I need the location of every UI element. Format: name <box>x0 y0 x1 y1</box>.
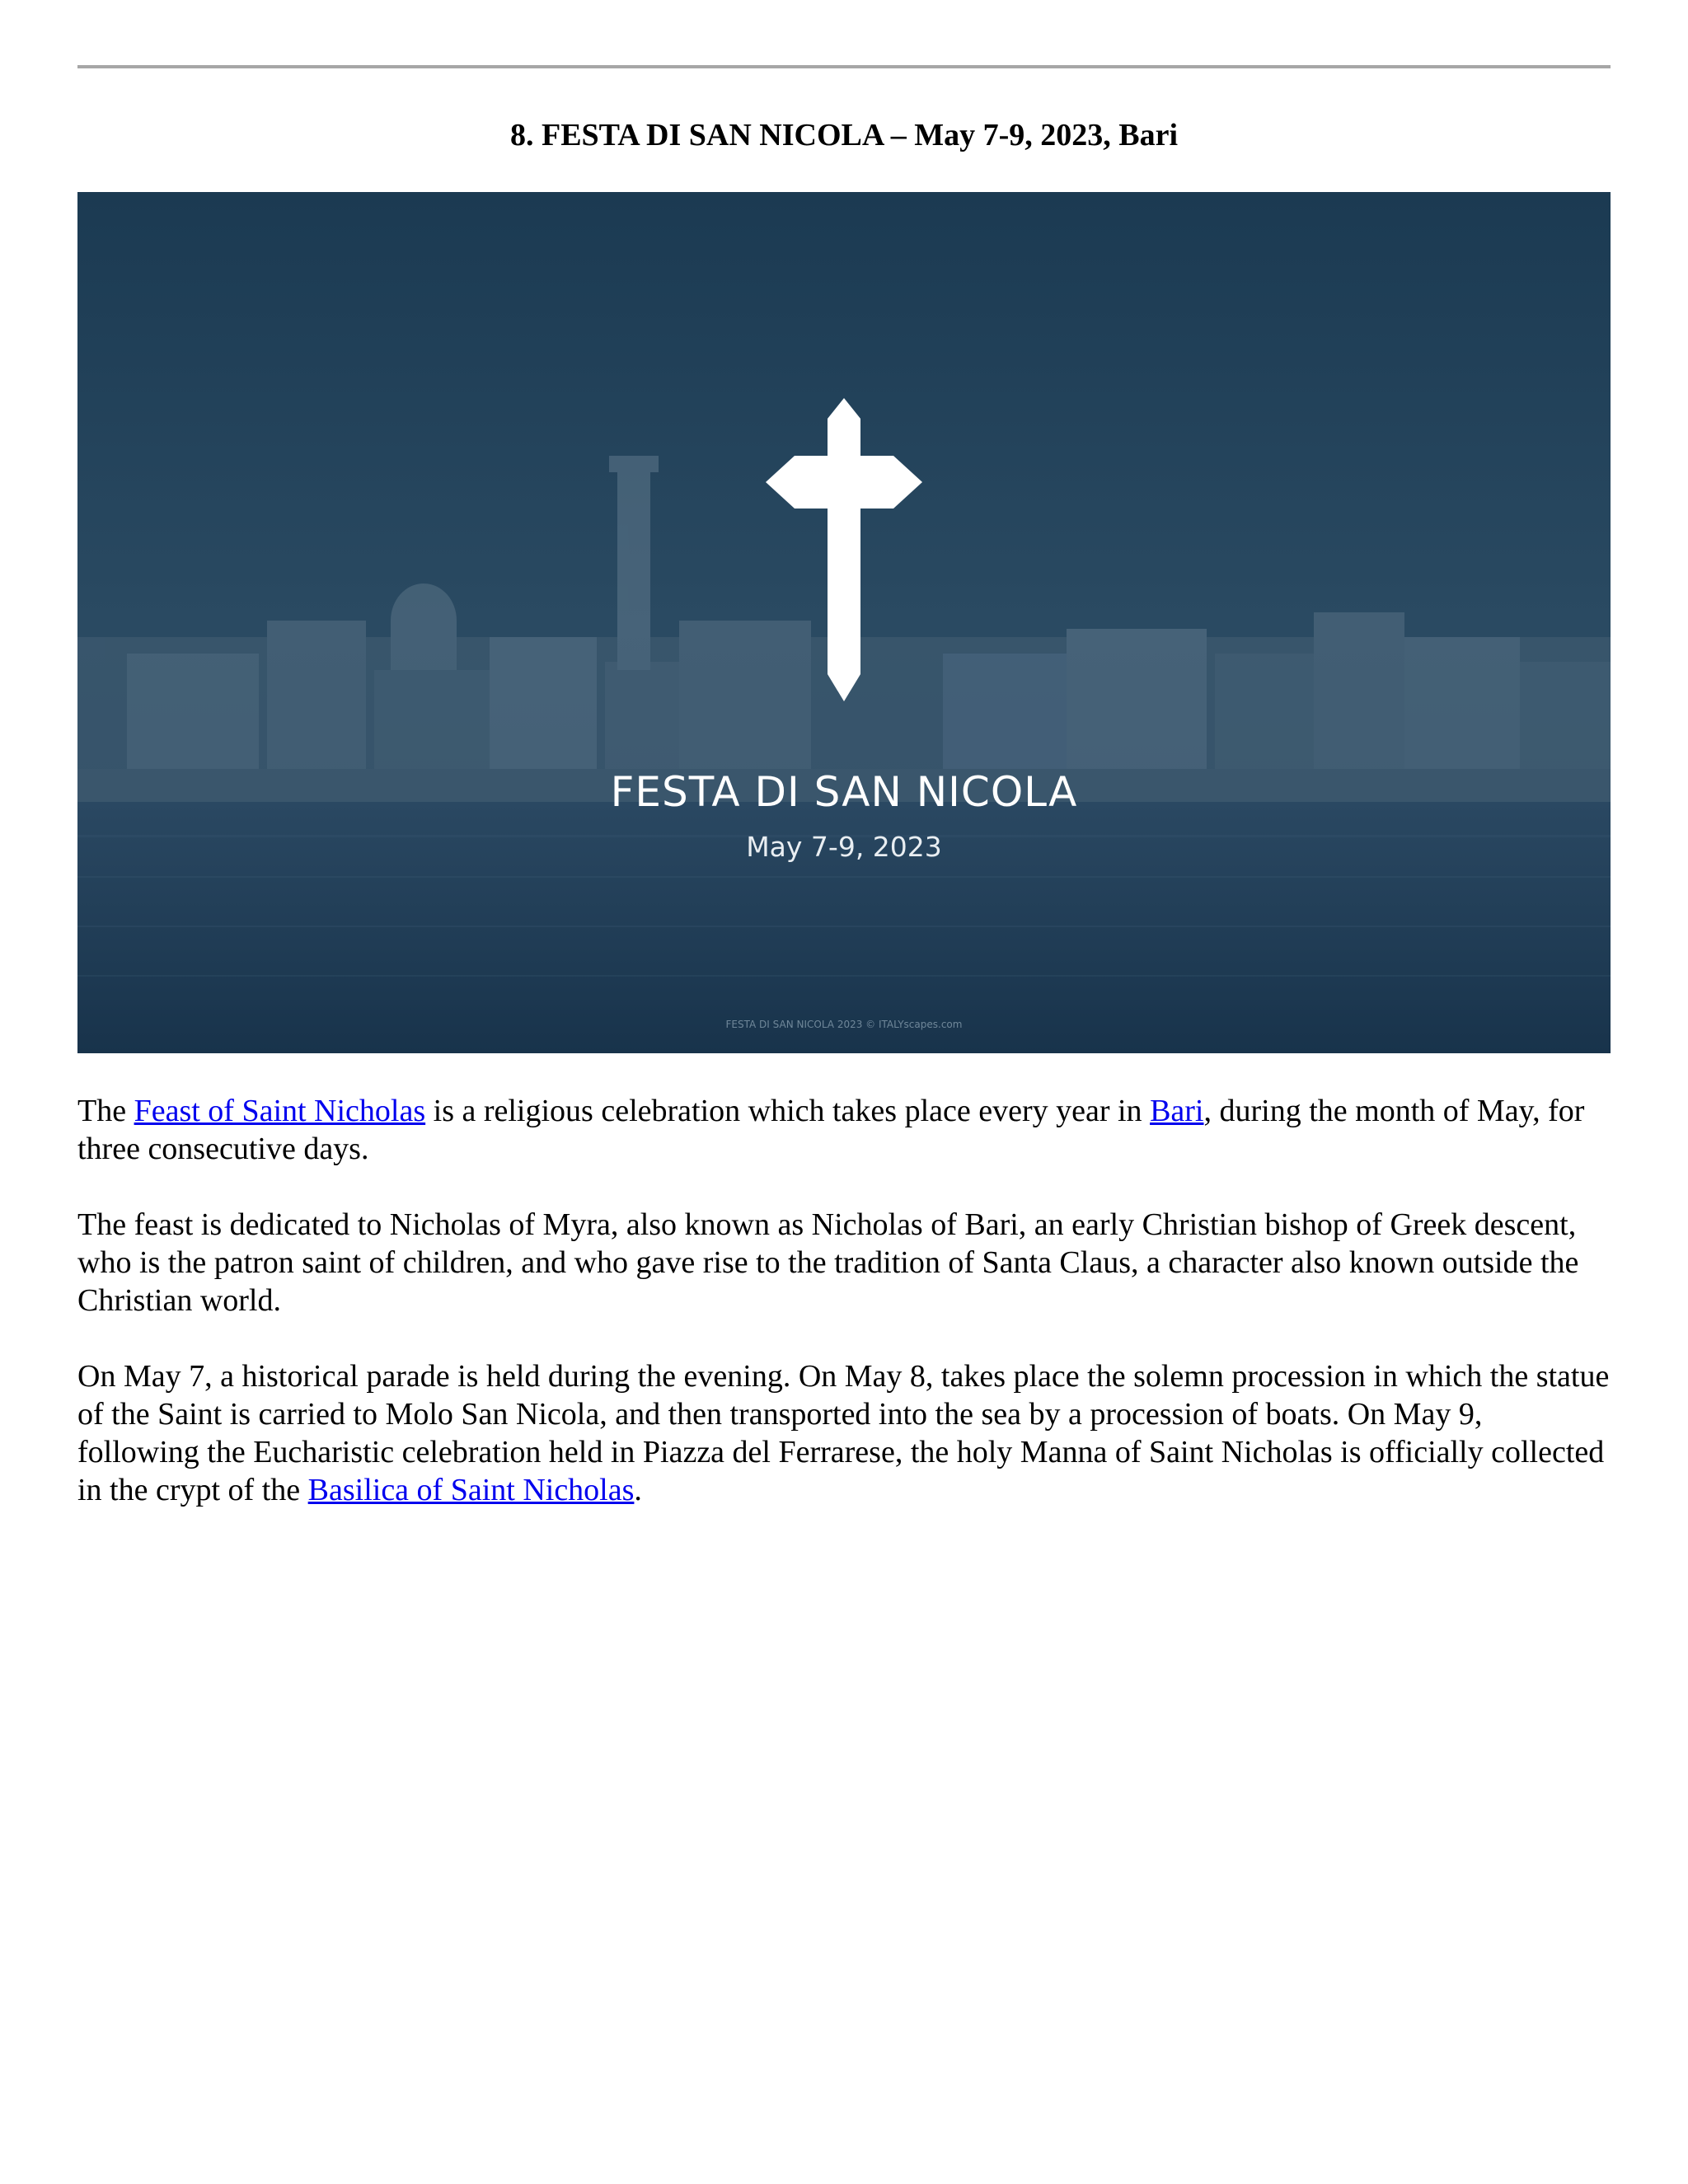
festival-banner-image <box>77 192 1611 1053</box>
paragraph-dedication: The feast is dedicated to Nicholas of Myra, also known as Nicholas of Bari, an early Christian bishop of Greek descent, who is the patron saint of children, and who gave rise to the tradition of Santa Claus, a character also known outside the Christian world. <box>77 1207 1579 1318</box>
feast-of-saint-nicholas-link[interactable]: Feast of Saint Nicholas <box>134 1094 426 1128</box>
text-span: , during the month of May, for three consecutive days. <box>77 1094 1585 1166</box>
banner-credit: FESTA DI SAN NICOLA 2023 © ITALYscapes.com <box>725 1019 963 1030</box>
text-span: On May 7, a historical parade is held during the evening. On May 8, takes place the solemn procession in which the statue of the Saint is carried to Molo San Nicola, and then transported into the sea by a procession of boats. On May 9, following the Eucharistic celebration held in Piazza del Ferrarese, the holy Manna of Saint Nicholas is officially collected in the crypt of the <box>77 1359 1610 1507</box>
top-divider <box>77 65 1611 68</box>
paragraph-schedule <box>77 1357 1611 1509</box>
text-span: . <box>634 1473 642 1507</box>
paragraph-intro <box>77 1092 1611 1168</box>
text-span: The <box>77 1094 134 1128</box>
bari-link[interactable]: Bari <box>1150 1094 1204 1128</box>
text-span: is a religious celebration which takes place every year in <box>425 1094 1151 1128</box>
section-heading: 8. FESTA DI SAN NICOLA – May 7-9, 2023, Bari <box>509 118 1179 152</box>
banner-date: May 7-9, 2023 <box>746 831 942 863</box>
banner-title: FESTA DI SAN NICOLA <box>610 768 1078 816</box>
article-body <box>77 1092 1611 1547</box>
basilica-of-saint-nicholas-link[interactable]: Basilica of Saint Nicholas <box>307 1473 635 1507</box>
